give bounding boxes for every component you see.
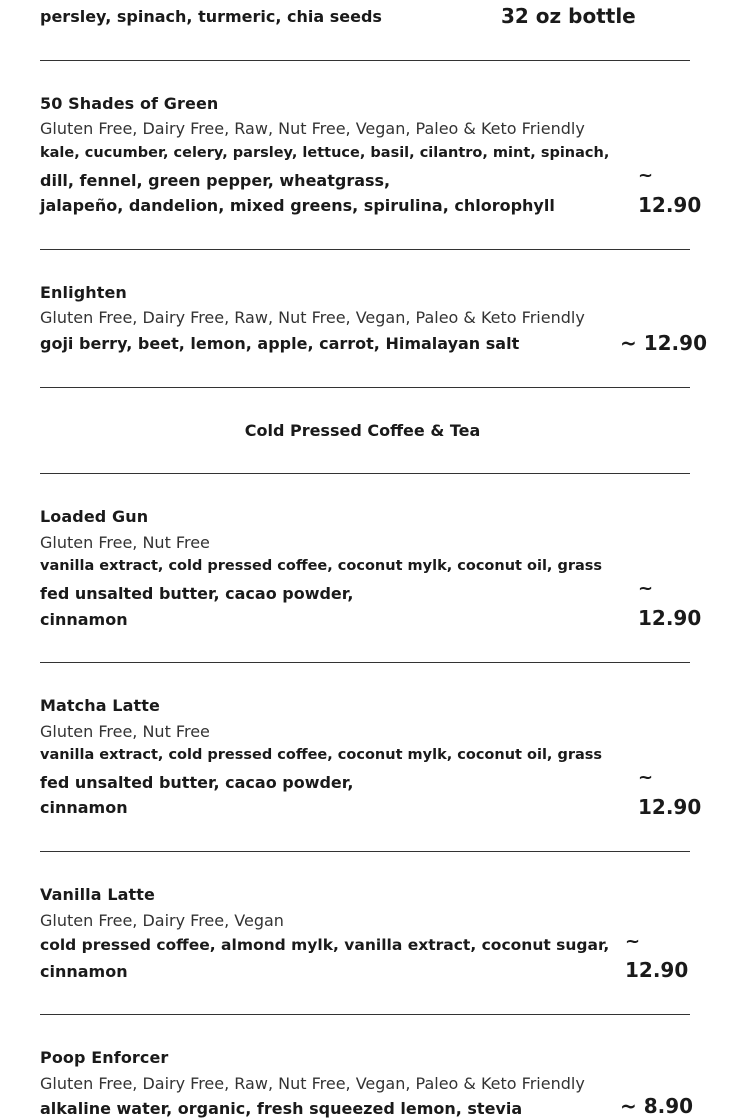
divider [40,249,690,250]
menu-item-ingredients-line: cinnamon [40,962,128,981]
divider [40,1014,690,1015]
menu-item-diet: Gluten Free, Dairy Free, Raw, Nut Free, Vegan, Paleo & Keto Friendly [40,308,585,327]
menu-item-name: Vanilla Latte [40,885,155,904]
divider [40,662,690,663]
menu-item-ingredients-line: goji berry, beet, lemon, apple, carrot, Himalayan salt [40,334,520,353]
menu-item-price: 12.90 [638,193,702,217]
menu-item-diet: Gluten Free, Nut Free [40,533,210,552]
menu-item-ingredients-line: kale, cucumber, celery, parsley, lettuce, basil, cilantro, mint, spinach, [40,145,610,161]
menu-item-name: Loaded Gun [40,507,149,526]
price-tilde: ~ [625,931,641,952]
menu-item-price: 12.90 [638,606,702,630]
menu-item-name: Poop Enforcer [40,1048,169,1067]
menu-item-diet: Gluten Free, Nut Free [40,722,210,741]
menu-item-ingredients-line: cinnamon [40,798,128,817]
price-tilde: ~ [638,767,654,788]
menu-item-ingredients-line: alkaline water, organic, fresh squeezed lemon, stevia [40,1099,523,1118]
divider [40,387,690,388]
menu-item-name: 50 Shades of Green [40,94,219,113]
menu-item-price: ~ 8.90 [620,1094,694,1118]
divider [40,473,690,474]
menu-item-diet: Gluten Free, Dairy Free, Vegan [40,911,284,930]
menu-item-price: 12.90 [638,795,702,819]
menu-item-ingredients-line: dill, fennel, green pepper, wheatgrass, [40,171,391,190]
menu-item-diet: Gluten Free, Dairy Free, Raw, Nut Free, Vegan, Paleo & Keto Friendly [40,1074,585,1093]
price-tilde: ~ [638,578,654,599]
section-heading: Cold Pressed Coffee & Tea [244,421,481,440]
top-item-size: 32 oz bottle [501,4,636,28]
menu-item-ingredients-line: fed unsalted butter, cacao powder, [40,584,354,603]
menu-item-ingredients-line: cinnamon [40,610,128,629]
divider [40,60,690,61]
menu-item-diet: Gluten Free, Dairy Free, Raw, Nut Free, Vegan, Paleo & Keto Friendly [40,119,585,138]
menu-item-price: 12.90 [625,958,689,982]
menu-item-name: Enlighten [40,283,127,302]
price-tilde: ~ [638,165,654,186]
menu-item-ingredients-line: cold pressed coffee, almond mylk, vanilla extract, coconut sugar, [40,936,610,954]
menu-item-name: Matcha Latte [40,696,160,715]
menu-item-ingredients-line: vanilla extract, cold pressed coffee, coconut mylk, coconut oil, grass [40,558,603,574]
menu-item-ingredients-line: vanilla extract, cold pressed coffee, coconut mylk, coconut oil, grass [40,747,603,763]
divider [40,851,690,852]
menu-item-ingredients-line: jalapeño, dandelion, mixed greens, spirulina, chlorophyll [40,196,555,215]
menu-item-price: ~ 12.90 [620,331,707,355]
top-item-ingredients: persley, spinach, turmeric, chia seeds [40,7,382,26]
menu-item-ingredients-line: fed unsalted butter, cacao powder, [40,773,354,792]
